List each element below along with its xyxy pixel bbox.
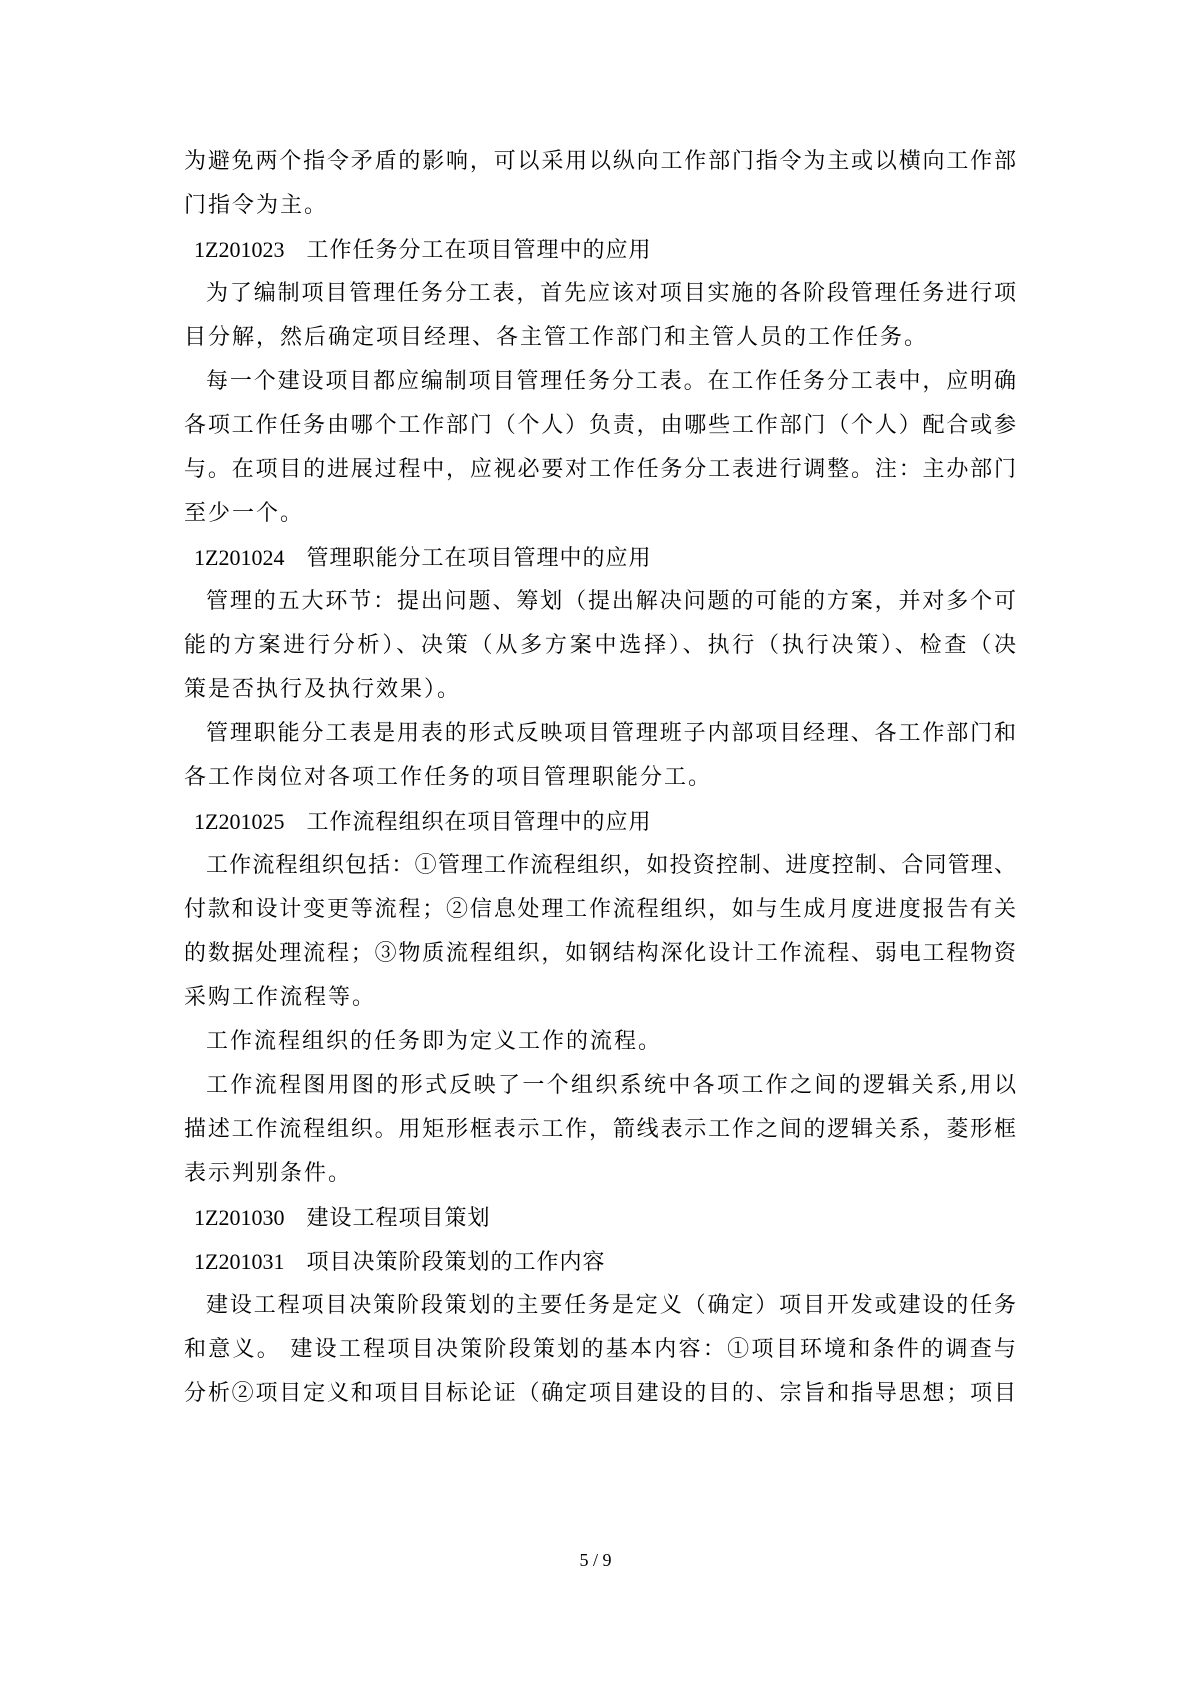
text-line: 各工作岗位对各项工作任务的项目管理职能分工。	[184, 765, 713, 790]
text-line: 工作流程图用图的形式反映了一个组织系统中各项工作之间的逻辑关系,用以	[206, 1073, 1016, 1098]
section-code: 1Z201030	[194, 1205, 285, 1230]
section-code: 1Z201023	[194, 237, 285, 262]
text-line: 建设工程项目决策阶段策划的主要任务是定义（确定）项目开发或建设的任务	[206, 1293, 1016, 1318]
section-title: 建设工程项目策划	[306, 1206, 491, 1231]
text-line: 描述工作流程组织。用矩形框表示工作，箭线表示工作之间的逻辑关系，菱形框	[184, 1117, 1016, 1142]
text-line: 工作流程组织的任务即为定义工作的流程。	[206, 1029, 663, 1054]
text-line: 工作流程组织包括：①管理工作流程组织，如投资控制、进度控制、合同管理、	[206, 853, 1016, 878]
text-line: 与。在项目的进展过程中，应视必要对工作任务分工表进行调整。注：主办部门	[184, 457, 1016, 482]
text-line: 和意义。 建设工程项目决策阶段策划的基本内容：①项目环境和条件的调查与	[184, 1337, 1016, 1362]
text-line: 付款和设计变更等流程；②信息处理工作流程组织，如与生成月度进度报告有关	[184, 897, 1016, 922]
page-number: 5 / 9	[579, 1550, 612, 1570]
section-heading	[184, 800, 1016, 844]
section-title: 工作任务分工在项目管理中的应用	[306, 238, 652, 263]
text-line: 管理的五大环节：提出问题、筹划（提出解决问题的可能的方案，并对多个可	[206, 589, 1016, 614]
text-line: 策是否执行及执行效果）。	[184, 677, 462, 702]
text-line: 管理职能分工表是用表的形式反映项目管理班子内部项目经理、各工作部门和	[206, 721, 1016, 746]
section-heading	[184, 536, 1016, 580]
text-line: 每一个建设项目都应编制项目管理任务分工表。在工作任务分工表中，应明确	[206, 369, 1016, 394]
text-line: 分析②项目定义和项目目标论证（确定项目建设的目的、宗旨和指导思想；项目	[184, 1381, 1016, 1406]
section-heading	[184, 1196, 1016, 1240]
text-line: 至少一个。	[184, 501, 305, 526]
text-line: 能的方案进行分析）、决策（从多方案中选择）、执行（执行决策）、检查（决	[184, 633, 1016, 658]
document-body	[184, 140, 1016, 1416]
text-line: 为避免两个指令矛盾的影响，可以采用以纵向工作部门指令为主或以横向工作部	[184, 149, 1016, 174]
section-title: 工作流程组织在项目管理中的应用	[306, 810, 652, 835]
text-line: 表示判别条件。	[184, 1161, 353, 1186]
section-code: 1Z201024	[194, 545, 285, 570]
section-code: 1Z201025	[194, 809, 285, 834]
section-title: 管理职能分工在项目管理中的应用	[306, 546, 652, 571]
section-heading	[184, 1240, 1016, 1284]
section-code: 1Z201031	[194, 1249, 285, 1274]
text-line: 目分解，然后确定项目经理、各主管工作部门和主管人员的工作任务。	[184, 325, 929, 350]
text-line: 采购工作流程等。	[184, 985, 377, 1010]
text-line: 各项工作任务由哪个工作部门（个人）负责，由哪些工作部门（个人）配合或参	[184, 413, 1016, 438]
section-title: 项目决策阶段策划的工作内容	[306, 1250, 606, 1275]
text-line: 为了编制项目管理任务分工表，首先应该对项目实施的各阶段管理任务进行项	[206, 281, 1016, 306]
text-line: 的数据处理流程；③物质流程组织，如钢结构深化设计工作流程、弱电工程物资	[184, 941, 1016, 966]
text-line: 门指令为主。	[184, 193, 329, 218]
section-heading	[184, 228, 1016, 272]
